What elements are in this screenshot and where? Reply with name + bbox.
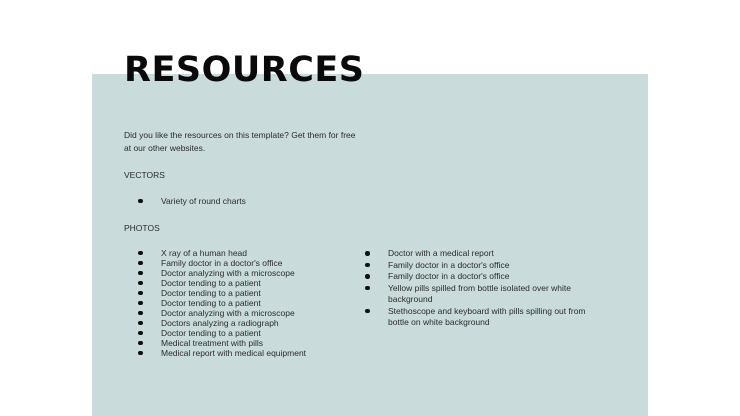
photos-list-right [365, 248, 605, 329]
list-item: Doctor tending to a patient [138, 288, 348, 298]
background-panel [92, 74, 648, 416]
list-item: Family doctor in a doctor's office [138, 258, 348, 268]
vectors-heading: VECTORS [124, 170, 165, 180]
list-item: Yellow pills spilled from bottle isolated over white background [365, 283, 605, 306]
list-item: Doctors analyzing a radiograph [138, 318, 348, 328]
list-item: Variety of round charts [138, 196, 338, 206]
list-item: Doctor analyzing with a microscope [138, 268, 348, 278]
list-item: X ray of a human head [138, 248, 348, 258]
list-item: Doctor tending to a patient [138, 298, 348, 308]
list-item: Medical treatment with pills [138, 338, 348, 348]
list-item: Doctor tending to a patient [138, 328, 348, 338]
list-item: Doctor tending to a patient [138, 278, 348, 288]
vectors-list [138, 196, 338, 206]
list-item: Stethoscope and keyboard with pills spilling out from bottle on white background [365, 306, 605, 329]
list-item: Doctor analyzing with a microscope [138, 308, 348, 318]
list-item: Family doctor in a doctor's office [365, 260, 605, 272]
list-item: Medical report with medical equipment [138, 348, 348, 358]
list-item: Doctor with a medical report [365, 248, 605, 260]
list-item: Family doctor in a doctor's office [365, 271, 605, 283]
photos-heading: PHOTOS [124, 223, 160, 233]
page-title: RESOURCES [124, 50, 365, 90]
intro-text: Did you like the resources on this template? Get them for free at our other websites. [124, 130, 356, 153]
photos-list-left [138, 248, 348, 358]
